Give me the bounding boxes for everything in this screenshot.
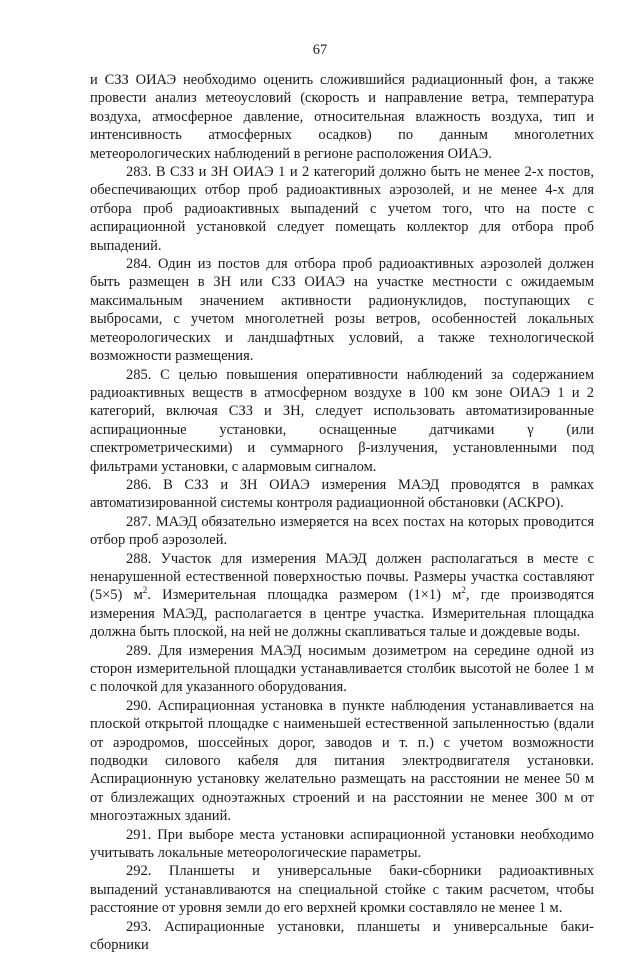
page-number: 67 bbox=[312, 42, 328, 58]
paragraph-283: 283. В СЗЗ и ЗН ОИАЭ 1 и 2 категорий должно быть не менее 2-х постов, обеспечивающих отбор проб радиоактивных аэрозолей, и не менее 4-х для отбора проб радиоактивных выпадений с учетом того, что на посте с аспирационной установкой следует помещать коллектор для отбора проб выпадений. bbox=[90, 164, 594, 254]
superscript-squared-b: 2 bbox=[461, 585, 466, 596]
paragraph-284: 284. Один из постов для отбора проб радиоактивных аэрозолей должен быть размещен в ЗН или СЗЗ ОИАЭ на участке местности с ожидаемым максимальным значением активности радионуклидов, поступающих с выбросами, с учетом многолетней розы ветров, особенностей локальных метеорологических и ландшафтных условий, а также технологической возможности размещения. bbox=[90, 256, 594, 365]
paragraph-292: 292. Планшеты и универсальные баки-сборники радиоактивных выпадений устанавливаются на специальной стойке с таким расчетом, чтобы расстояние от уровня земли до его верхней кромки составляло не менее 1 м. bbox=[90, 863, 594, 917]
paragraph-287: 287. МАЭД обязательно измеряется на всех постах на которых проводится отбор проб аэрозолей. bbox=[90, 513, 594, 549]
paragraph-288 bbox=[90, 550, 594, 642]
page-body bbox=[90, 71, 594, 955]
paragraph-285: 285. С целью повышения оперативности наблюдений за содержанием радиоактивных веществ в атмосферном воздухе в 100 км зоне ОИАЭ 1 и 2 категорий, включая СЗЗ и ЗН, следует использовать автоматизированные аспирационные установки, оснащенные датчиками γ (или спектрометрическими) и суммарного β-излучения, установленными под фильтрами установки, с алармовым сигналом. bbox=[90, 366, 594, 475]
paragraph-continuation: и СЗЗ ОИАЭ необходимо оценить сложившийся радиационный фон, а также провести анализ метеоусловий (скорость и направление ветра, температура воздуха, атмосферное давление, относительная влажность воздуха, тип и интенсивность атмосферных осадков) по данным многолетних метеорологических наблюдений в регионе расположения ОИАЭ. bbox=[90, 72, 594, 162]
paragraph-288-part-c: , где производятся измерения МАЭД, располагается в центре участка. Измерительная площадка должна быть плоской, на ней не должны скапливаться талые и дождевые воды. bbox=[90, 587, 594, 641]
paragraph-290: 290. Аспирационная установка в пункте наблюдения устанавливается на плоской открытой площадке с наименьшей естественной запыленностью (вдали от аэродромов, шоссейных дорог, заводов и т. п.) с учетом возможности подводки силового кабеля для питания электродвигателя установки. Аспирационную установку желательно размещать на расстоянии не менее 50 м от близлежащих одноэтажных строений и на расстоянии не менее 300 м от многоэтажных зданий. bbox=[90, 697, 594, 825]
paragraph-291: 291. При выборе места установки аспирационной установки необходимо учитывать локальные метеорологические параметры. bbox=[90, 826, 594, 862]
paragraph-289: 289. Для измерения МАЭД носимым дозиметром на середине одной из сторон измерительной площадки устанавливается столбик высотой не более 1 м с полочкой для указанного оборудования. bbox=[90, 642, 594, 696]
paragraph-288-part-b: . Измерительная площадка размером (1×1) м bbox=[147, 587, 462, 604]
paragraph-286: 286. В СЗЗ и ЗН ОИАЭ измерения МАЭД проводятся в рамках автоматизированной системы контроля радиационной обстановки (АСКРО). bbox=[90, 476, 594, 512]
paragraph-293: 293. Аспирационные установки, планшеты и универсальные баки-сборники bbox=[90, 918, 594, 954]
superscript-squared-a: 2 bbox=[142, 585, 148, 596]
paragraph-288-part-a: 288. Участок для измерения МАЭД должен располагаться в месте с ненарушенной естественной поверхностью почвы. Размеры участка составляют (5×5) м bbox=[90, 550, 594, 604]
